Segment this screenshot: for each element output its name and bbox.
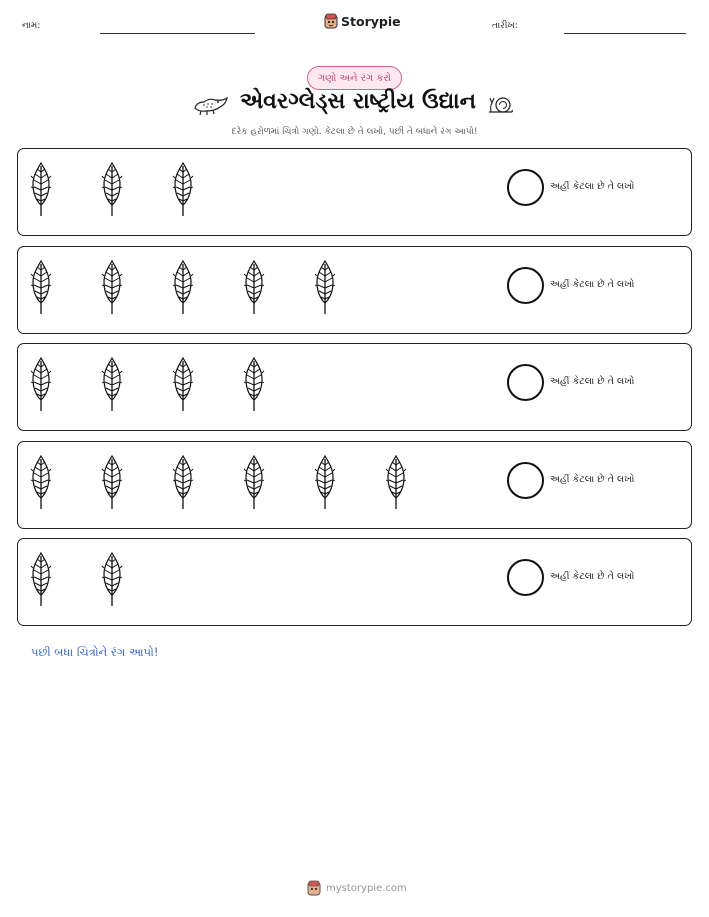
answer-circle[interactable] (507, 462, 544, 499)
fern-icon (101, 453, 123, 511)
fern-icon (30, 258, 52, 316)
counting-row (17, 148, 692, 236)
fern-icon (101, 160, 123, 218)
fern-icon (30, 160, 52, 218)
date-label: તારીખ: (492, 21, 518, 31)
snail-icon (486, 95, 514, 115)
page-title: એવરગ્લેડ્સ રાષ્ટ્રીય ઉદ્યાન (239, 89, 477, 114)
answer-circle[interactable] (507, 364, 544, 401)
counting-row (17, 538, 692, 626)
fern-icon (172, 355, 194, 413)
answer-label: અહીં કેટલા છે તે લખો (550, 279, 635, 290)
fern-icon (101, 258, 123, 316)
date-input-line[interactable] (564, 33, 686, 34)
storypie-mascot-icon (307, 880, 321, 896)
fern-icon (314, 453, 336, 511)
name-input-line[interactable] (100, 33, 255, 34)
storypie-mascot-icon (324, 13, 338, 29)
fern-icon (385, 453, 407, 511)
brand-name: Storypie (341, 13, 401, 29)
footer-note: પછી બધા ચિત્રોને રંગ આપો! (31, 645, 159, 659)
fern-icon (243, 258, 265, 316)
name-label: નામ: (22, 21, 41, 31)
fern-icon (172, 258, 194, 316)
storypie-logo (324, 13, 401, 29)
answer-label: અહીં કેટલા છે તે લખો (550, 376, 635, 387)
alligator-icon (193, 93, 229, 117)
answer-circle[interactable] (507, 169, 544, 206)
fern-icon (243, 355, 265, 413)
fern-icon (30, 550, 52, 608)
answer-label: અહીં કેટલા છે તે લખો (550, 181, 635, 192)
fern-icon (243, 453, 265, 511)
fern-icon (172, 453, 194, 511)
answer-label: અહીં કેટલા છે તે લખો (550, 571, 635, 582)
counting-row (17, 343, 692, 431)
fern-icon (101, 550, 123, 608)
answer-label: અહીં કેટલા છે તે લખો (550, 474, 635, 485)
fern-icon (30, 453, 52, 511)
site-footer (307, 880, 407, 896)
fern-icon (30, 355, 52, 413)
fern-icon (172, 160, 194, 218)
answer-circle[interactable] (507, 267, 544, 304)
fern-icon (101, 355, 123, 413)
counting-row (17, 246, 692, 334)
instructions: દરેક હરોળમાં ચિત્રો ગણો. કેટલા છે તે લખો, પછી તે બધાને રંગ આપો! (231, 127, 478, 137)
fern-icon (314, 258, 336, 316)
site-url: mystorypie.com (326, 882, 407, 894)
activity-badge: ગણો અને રંગ કરો (307, 66, 402, 90)
answer-circle[interactable] (507, 559, 544, 596)
counting-row (17, 441, 692, 529)
